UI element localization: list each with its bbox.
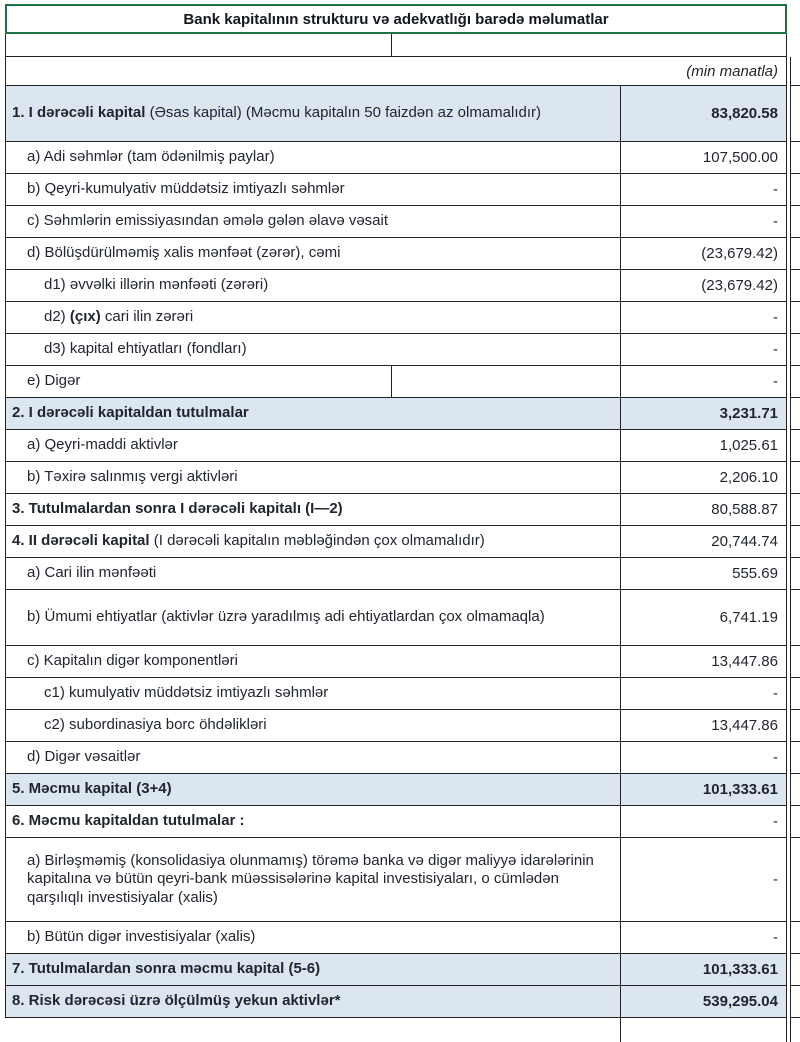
row-label [5, 270, 620, 302]
spacer-row [5, 34, 800, 57]
row-label [5, 86, 620, 142]
grid-sliver [790, 838, 800, 922]
row-label [5, 838, 620, 922]
grid-sliver [790, 774, 800, 806]
row-value: 107,500.00 [620, 142, 787, 174]
row-value: 20,744.74 [620, 526, 787, 558]
grid-sliver [790, 462, 800, 494]
grid-sliver [790, 142, 800, 174]
row-label [5, 590, 620, 646]
row-label-text: 6. Məcmu kapitaldan tutulmalar : [12, 812, 245, 830]
partial-value-cell [620, 1018, 787, 1042]
row-label [5, 334, 620, 366]
row-label-text: d) Bölüşdürülməmiş xalis mənfəət (zərər), cəmi [27, 244, 341, 262]
table-row [5, 590, 800, 646]
row-value: - [620, 838, 787, 922]
row-label [5, 238, 620, 270]
row-label-text: 7. Tutulmalardan sonra məcmu kapital (5-6) [12, 960, 321, 978]
row-value: 83,820.58 [620, 86, 787, 142]
table-row [5, 986, 800, 1018]
row-label-text: b) Bütün digər investisiyalar (xalis) [27, 928, 256, 946]
table-row [5, 774, 800, 806]
partial-label-cell [5, 1018, 620, 1042]
grid-sliver [790, 34, 800, 57]
row-value: 13,447.86 [620, 646, 787, 678]
row-value: 1,025.61 [620, 430, 787, 462]
row-label-text: a) Adi səhmlər (tam ödənilmiş paylar) [27, 148, 275, 166]
table-row [5, 174, 800, 206]
grid-sliver [790, 174, 800, 206]
grid-sliver [790, 710, 800, 742]
table-row [5, 430, 800, 462]
table-row [5, 238, 800, 270]
table-row [5, 302, 800, 334]
row-value: 80,588.87 [620, 494, 787, 526]
table-row [5, 838, 800, 922]
row-value: 101,333.61 [620, 954, 787, 986]
row-value: - [620, 206, 787, 238]
row-label [5, 174, 620, 206]
table-row [5, 462, 800, 494]
table-row [5, 678, 800, 710]
row-value: 13,447.86 [620, 710, 787, 742]
row-label [5, 954, 620, 986]
row-label-text: c1) kumulyativ müddətsiz imtiyazlı səhmlər [44, 684, 329, 702]
grid-sliver [790, 206, 800, 238]
table-row [5, 206, 800, 238]
row-label-text: 2. I dərəcəli kapitaldan tutulmalar [12, 404, 249, 422]
table-row [5, 806, 800, 838]
row-value: 539,295.04 [620, 986, 787, 1018]
row-label [5, 558, 620, 590]
row-value: - [620, 742, 787, 774]
table-row [5, 742, 800, 774]
report-title-text: Bank kapitalının strukturu və adekvatlığı barədə məlumatlar [183, 10, 609, 28]
row-label-text: d) Digər vəsaitlər [27, 748, 141, 766]
row-label [5, 302, 620, 334]
capital-table [5, 86, 800, 1018]
table-row [5, 86, 800, 142]
report-title [5, 4, 787, 34]
row-label [5, 398, 620, 430]
row-value: (23,679.42) [620, 270, 787, 302]
row-label [5, 366, 620, 398]
row-label-text: a) Qeyri-maddi aktivlər [27, 436, 178, 454]
grid-sliver [790, 526, 800, 558]
grid-sliver [790, 334, 800, 366]
spacer-cell [5, 34, 787, 57]
row-label [5, 742, 620, 774]
row-label [5, 526, 620, 558]
grid-sliver [790, 954, 800, 986]
table-row [5, 334, 800, 366]
row-value: - [620, 678, 787, 710]
grid-sliver [790, 494, 800, 526]
row-label-text: a) Birləşməmiş (konsolidasiya olunmamış) törəmə banka və digər maliyyə idarələrinin kapitalına və bütün qeyri-bank müəssisələrinə kapital investisiyaları, o cümlədən qarşılıqlı investisiyalar (xalis) [27, 852, 594, 906]
row-label-text: 5. Məcmu kapital (3+4) [12, 780, 172, 798]
grid-sliver [790, 57, 800, 86]
row-label [5, 206, 620, 238]
row-label [5, 494, 620, 526]
grid-sliver [790, 558, 800, 590]
row-value: 2,206.10 [620, 462, 787, 494]
table-row [5, 710, 800, 742]
unit-note: (min manatla) [5, 57, 787, 86]
table-row [5, 494, 800, 526]
table-row [5, 270, 800, 302]
row-label [5, 774, 620, 806]
row-value: - [620, 366, 787, 398]
row-label [5, 462, 620, 494]
table-row [5, 142, 800, 174]
row-label [5, 678, 620, 710]
row-label-text: e) Digər [27, 372, 81, 390]
row-label [5, 986, 620, 1018]
table-row [5, 922, 800, 954]
table-row [5, 398, 800, 430]
grid-sliver [790, 398, 800, 430]
row-label-text: 8. Risk dərəcəsi üzrə ölçülmüş yekun aktivlər* [12, 992, 341, 1010]
row-value: - [620, 334, 787, 366]
grid-sliver [790, 366, 800, 398]
row-label-text: b) Ümumi ehtiyatlar (aktivlər üzrə yaradılmış adi ehtiyatlardan çox olmamaqla) [27, 608, 545, 626]
row-value: - [620, 922, 787, 954]
row-value: 3,231.71 [620, 398, 787, 430]
row-label [5, 922, 620, 954]
unit-note-row [5, 57, 800, 86]
row-value: - [620, 302, 787, 334]
row-value: 6,741.19 [620, 590, 787, 646]
row-label-text: d2) (çıx) cari ilin zərəri [44, 308, 194, 326]
row-value: 101,333.61 [620, 774, 787, 806]
row-label-text: c) Kapitalın digər komponentləri [27, 652, 238, 670]
row-label-text: 3. Tutulmalardan sonra I dərəcəli kapitalı (I—2) [12, 500, 343, 518]
row-label [5, 142, 620, 174]
row-label [5, 710, 620, 742]
row-label-text: 4. II dərəcəli kapital (I dərəcəli kapitalın məbləğindən çox olmamalıdır) [12, 532, 485, 550]
row-label [5, 806, 620, 838]
table-row [5, 646, 800, 678]
grid-sliver [790, 922, 800, 954]
row-label-text: b) Qeyri-kumulyativ müddətsiz imtiyazlı səhmlər [27, 180, 345, 198]
grid-sliver [790, 678, 800, 710]
table-row [5, 558, 800, 590]
grid-sliver [790, 806, 800, 838]
grid-sliver [790, 646, 800, 678]
grid-sliver [790, 86, 800, 142]
row-label-text: c2) subordinasiya borc öhdəlikləri [44, 716, 267, 734]
row-value: (23,679.42) [620, 238, 787, 270]
row-value: - [620, 174, 787, 206]
partial-row [5, 1018, 800, 1042]
grid-sliver [790, 1018, 800, 1042]
row-label [5, 646, 620, 678]
row-label-text: a) Cari ilin mənfəəti [27, 564, 157, 582]
row-label-text: c) Səhmlərin emissiyasından əmələ gələn əlavə vəsait [27, 212, 389, 230]
grid-sliver [790, 590, 800, 646]
row-label-text: 1. I dərəcəli kapital (Əsas kapital) (Məcmu kapitalın 50 faizdən az olmamalıdır) [12, 104, 542, 122]
grid-sliver [790, 986, 800, 1018]
grid-sliver [790, 742, 800, 774]
grid-sliver [790, 238, 800, 270]
table-row [5, 366, 800, 398]
grid-sliver [790, 430, 800, 462]
grid-sliver [790, 302, 800, 334]
row-label-text: d3) kapital ehtiyatları (fondları) [44, 340, 247, 358]
row-label [5, 430, 620, 462]
report-sheet [5, 4, 800, 1042]
grid-sliver [790, 270, 800, 302]
row-value: - [620, 806, 787, 838]
table-row [5, 954, 800, 986]
row-label-text: b) Təxirə salınmış vergi aktivləri [27, 468, 238, 486]
row-label-text: d1) əvvəlki illərin mənfəəti (zərəri) [44, 276, 269, 294]
row-value: 555.69 [620, 558, 787, 590]
table-row [5, 526, 800, 558]
